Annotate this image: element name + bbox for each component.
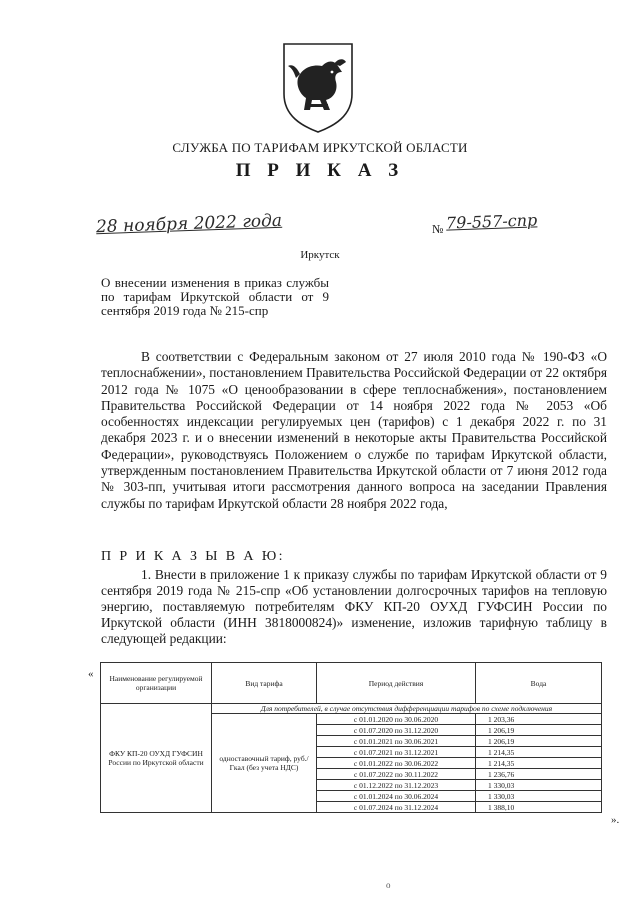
- header-org: Наименование регулируемой организации: [101, 663, 212, 704]
- period-cell: с 01.01.2024 по 30.06.2024: [317, 791, 476, 802]
- preamble-paragraph: В соответствии с Федеральным законом от 27 июля 2010 года № 190-ФЗ «О теплоснабжении», постановлением Правительства Российской Федерации от 22 октября 2012 года № 1075 «О ценообразовании в сфере теплоснабжения», постановлением Правительства Российской Федерации от 14 ноября 2022 года № 2053 «Об особенностях индексации регулируемых цен (тарифов) с 1 декабря 2022 г. по 31 декабря 2023 г. и о внесении изменений в некоторые акты Правительства Российской Федерации», руководствуясь Положением о службе по тарифам Иркутской области, утвержденным постановлением Правительства Иркутской области от 7 июня 2012 года № 303-пп, учитывая итоги рассмотрения данного вопроса на заседании Правления службы по тарифам Иркутской области 28 ноября 2022 года,: [101, 349, 607, 511]
- period-cell: с 01.07.2022 по 30.11.2022: [317, 769, 476, 780]
- org-name-cell: ФКУ КП-20 ОУХД ГУФСИН России по Иркутской области: [101, 704, 212, 813]
- header-kind: Вид тарифа: [212, 663, 317, 704]
- value-cell: 1 206,19: [476, 736, 602, 747]
- opening-quote: «: [88, 668, 94, 680]
- closing-quote: ».: [611, 814, 620, 826]
- period-cell: с 01.07.2021 по 31.12.2021: [317, 747, 476, 758]
- city-name: Иркутск: [300, 249, 340, 261]
- group-label-cell: Для потребителей, в случае отсутствия дифференциации тарифов по схеме подключения: [212, 704, 602, 714]
- bottom-mark: о: [386, 880, 391, 890]
- period-cell: с 01.01.2021 по 30.06.2021: [317, 736, 476, 747]
- period-cell: с 01.12.2022 по 31.12.2023: [317, 780, 476, 791]
- value-cell: 1 214,35: [476, 747, 602, 758]
- handwritten-date: 28 ноября 2022 года: [95, 210, 283, 238]
- handwritten-order-number: 79-557-спр: [445, 210, 538, 233]
- value-cell: 1 236,76: [476, 769, 602, 780]
- header-value: Вода: [476, 663, 602, 704]
- period-cell: с 01.07.2020 по 31.12.2020: [317, 725, 476, 736]
- value-cell: 1 330,03: [476, 780, 602, 791]
- agency-name: СЛУЖБА ПО ТАРИФАМ ИРКУТСКОЙ ОБЛАСТИ: [172, 140, 468, 155]
- value-cell: 1 206,19: [476, 725, 602, 736]
- period-cell: с 01.07.2024 по 31.12.2024: [317, 802, 476, 813]
- order-subject: О внесении изменения в приказ службы по тарифам Иркутской области от 9 сентября 2019 года № 215-спр: [101, 275, 329, 318]
- decree-word: П Р И К А З Ы В А Ю:: [101, 549, 285, 564]
- period-cell: с 01.01.2022 по 30.06.2022: [317, 758, 476, 769]
- item-1-paragraph: 1. Внести в приложение 1 к приказу службы по тарифам Иркутской области от 9 сентября 2019 года № 215-спр «Об установлении долгосрочных тарифов на тепловую энергию, поставляемую потребителям ФКУ КП-20 ОУХД ГУФСИН России по Иркутской области (ИНН 3818000824)» изменение, изложив тарифную таблицу в следующей редакции:: [101, 567, 607, 646]
- header-period: Период действия: [317, 663, 476, 704]
- table-row: [101, 704, 602, 714]
- value-cell: 1 214,35: [476, 758, 602, 769]
- period-cell: с 01.01.2020 по 30.06.2020: [317, 714, 476, 725]
- coat-of-arms-emblem: [276, 38, 360, 134]
- number-label: №: [432, 222, 444, 236]
- order-title: П Р И К А З: [235, 160, 405, 181]
- table-header-row: [101, 663, 602, 704]
- value-cell: 1 330,03: [476, 791, 602, 802]
- value-cell: 1 203,36: [476, 714, 602, 725]
- value-cell: 1 388,10: [476, 802, 602, 813]
- tariff-table: [100, 662, 602, 813]
- tariff-kind-cell: одноставочный тариф, руб./Гкал (без учета НДС): [212, 714, 317, 813]
